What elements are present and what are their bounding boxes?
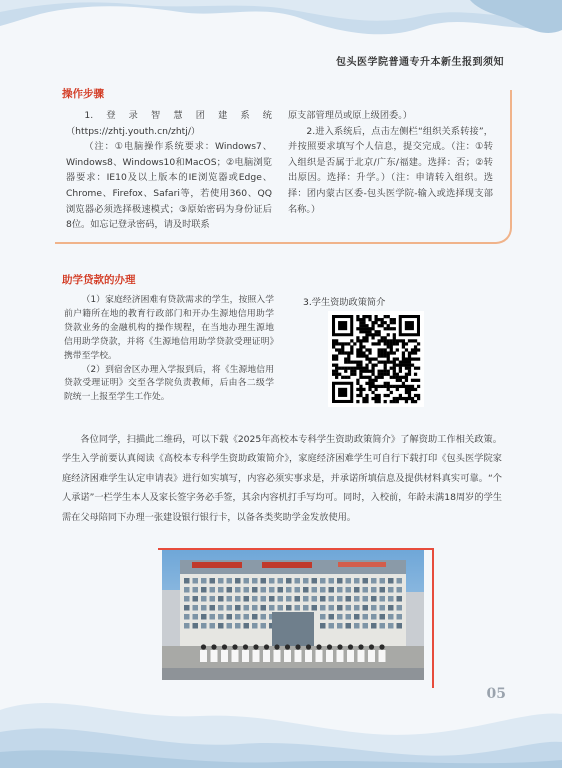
loan-title: 助学贷款的办理 [62,274,136,286]
qr-code-graphic [328,311,424,407]
campus-building-photo [162,550,424,680]
loan-item1: （1）家庭经济困难有贷款需求的学生，按照入学前户籍所在地的教育行政部门和开办生源地信用助学贷款业务的金融机构的操作规程，在当地办理生源地信用助学贷款，并将《生源地信用助学贷款受理证明》携带至学校。 [64,295,274,361]
operations-step2: 2.进入系统后，点击左侧栏“组织关系转接”，并按照要求填写个人信息，提交完成。（注：①转入组织是否属于北京/广东/福建。选择：否；②转出原因。选择：升学。）（注：申请转入组织。选择：团内蒙古区委-包头医学院-输入或选择现支部名称。） [288,125,493,215]
loan-column [64,294,274,405]
page-header-title: 包头医学院普通专升本新生报到须知 [336,57,504,68]
operations-title: 操作步骤 [62,88,104,100]
qr-code[interactable] [328,311,424,407]
operations-left-column [66,108,272,233]
qr-label: 3.学生资助政策简介 [303,297,386,308]
operations-note1-cont: 原支部管理员或原上级团委。） [288,110,413,121]
page-number: 05 [486,686,506,702]
notice-text: 各位同学，扫描此二维码，可以下载《2025年高校本专科学生资助政策简介》了解资助工作相关政策。学生入学前要认真阅读《高校本专科学生资助政策简介》，家庭经济困难学生可自行下载打印《包头医学院家庭经济困难学生认定申请表》进行如实填写，内容必须实事求是，并承诺所填信息及提供材料真实可靠。“个人承诺”一栏学生本人及家长签字务必手签，其余内容机打手写均可。同时，入校前，年龄未满18周岁的学生需在父母陪同下办理一张建设银行银行卡，以备各类奖助学金发放使用。 [62,434,502,523]
notice-paragraph [62,430,502,527]
operations-note1: （注：①电脑操作系统要求：Windows7、Windows8、Windows10和MacOS；②电脑浏览器要求：IE10及以上版本的IE浏览器或Edge、Chrome、Firefox、Safari等，若使用360、QQ浏览器必须选择极速模式；③原始密码为身份证后8位。如忘记登录密码，请及时联系 [66,141,272,231]
loan-item2: （2）到宿舍区办理入学报到后，将《生源地信用贷款受理证明》交至各学院负责教师，后由各二级学院统一上报至学生工作处。 [64,364,274,403]
operations-right-column [288,108,493,217]
operations-step1: 1.登录智慧团建系统（https://zhtj.youth.cn/zhtj/） [66,110,272,137]
